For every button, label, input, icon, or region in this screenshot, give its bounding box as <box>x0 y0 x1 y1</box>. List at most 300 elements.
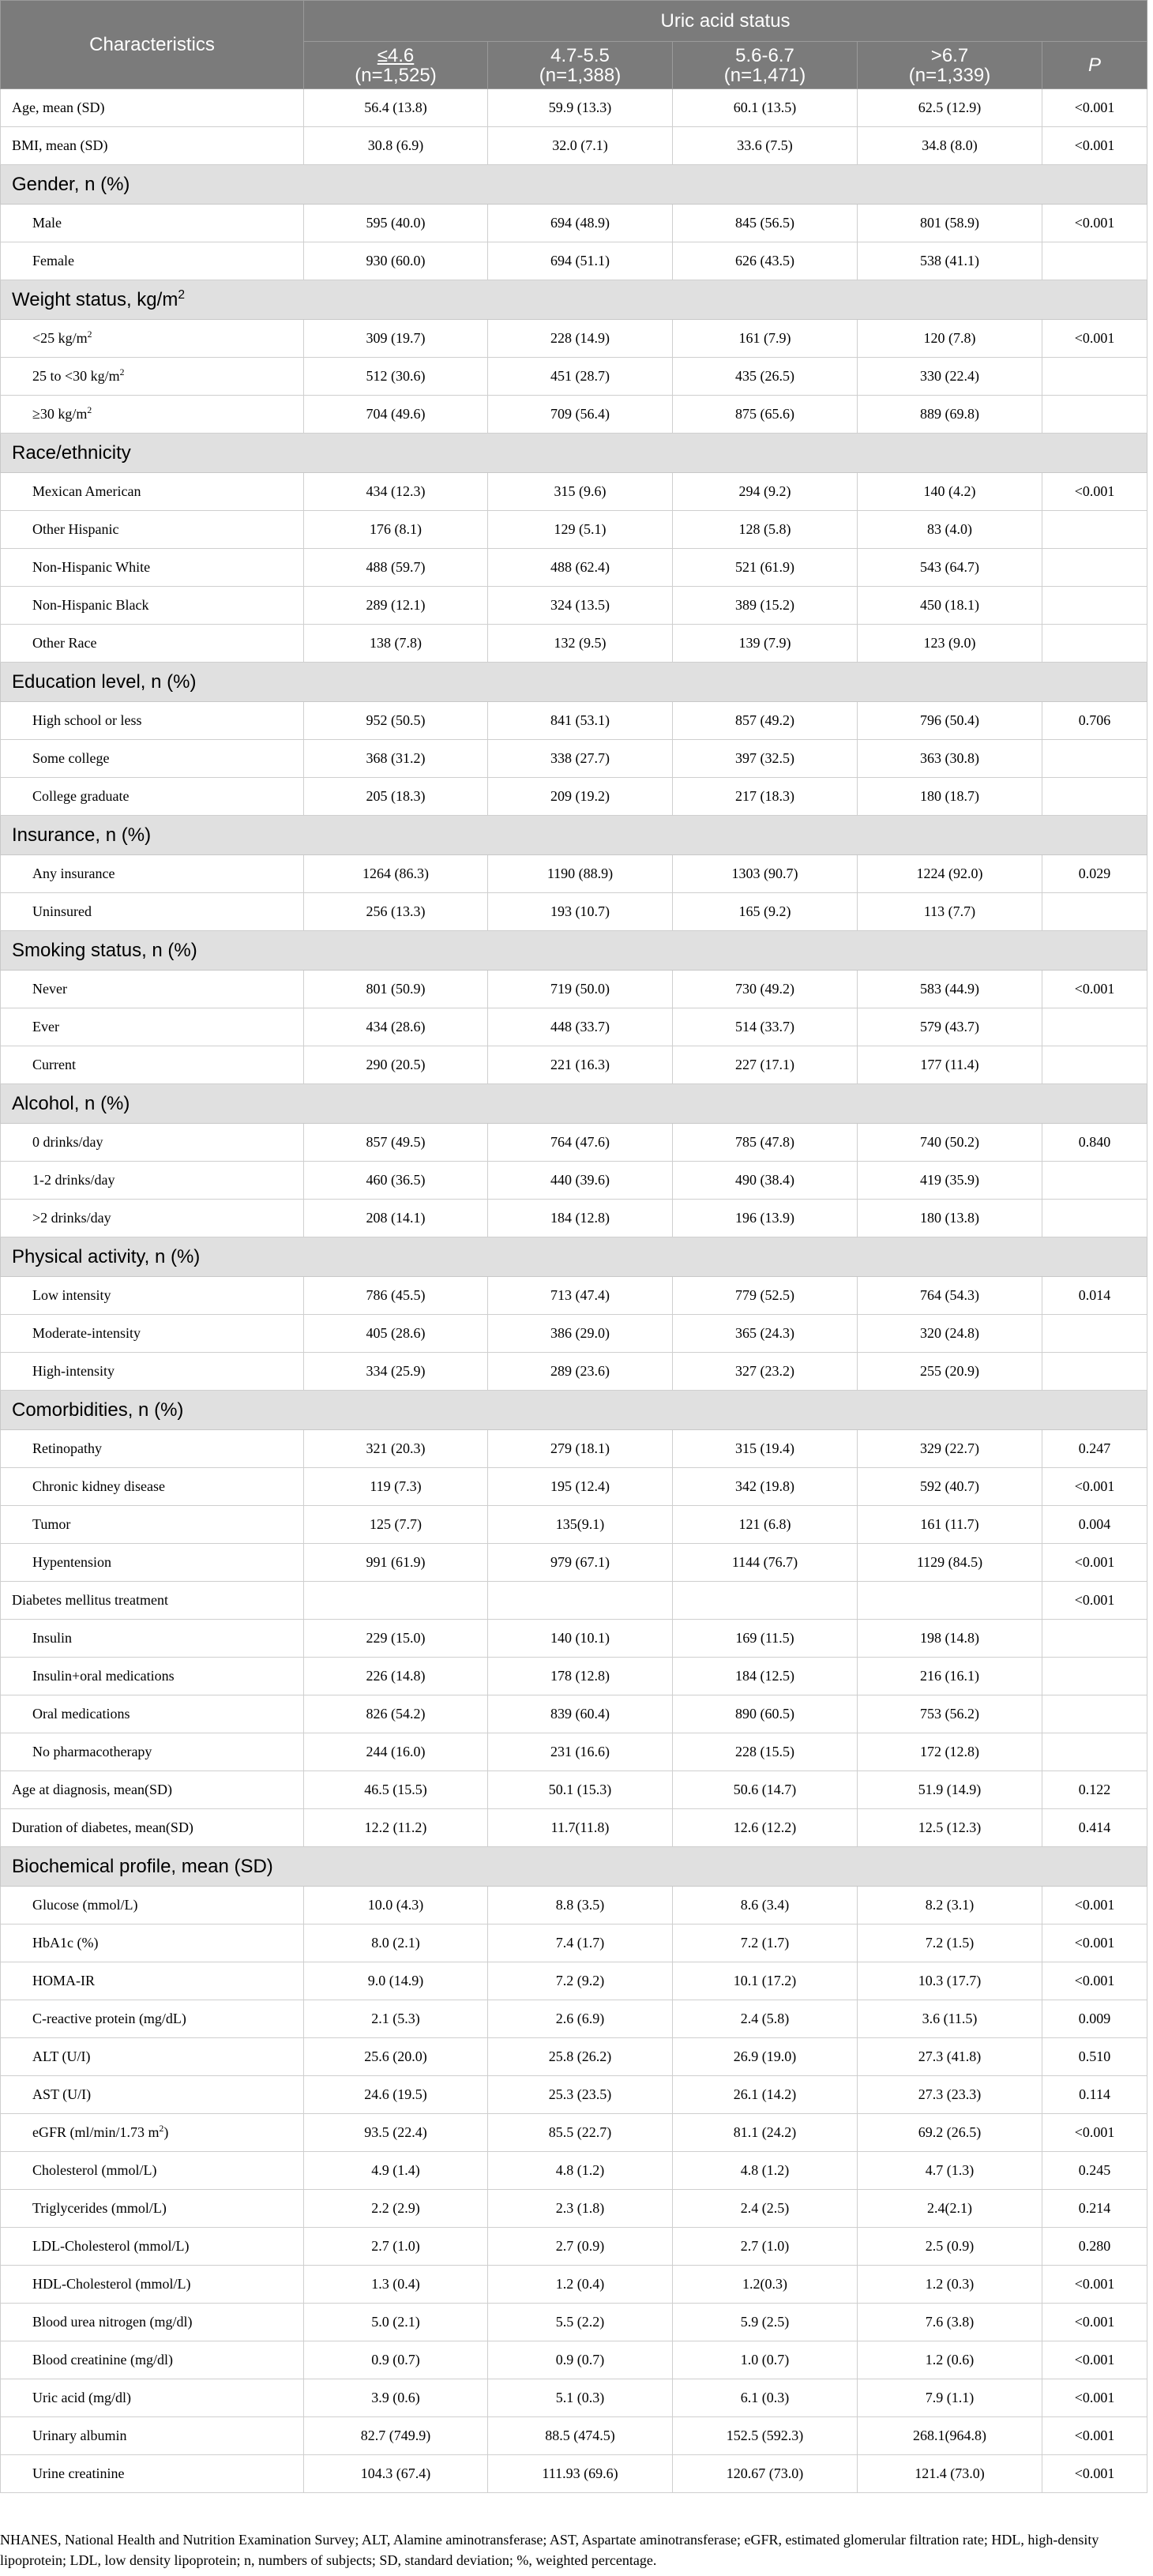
value-cell <box>673 1582 858 1620</box>
value-cell: 208 (14.1) <box>304 1200 488 1237</box>
row-label <box>1 473 304 511</box>
p-value-cell <box>1042 1353 1147 1391</box>
section-row <box>1 434 1147 473</box>
value-cell: 289 (23.6) <box>488 1353 673 1391</box>
row-label <box>1 2000 304 2038</box>
row-label-text: Female <box>32 253 74 268</box>
p-value-cell: 0.014 <box>1042 1277 1147 1315</box>
section-label-text: Education level, n (%) <box>12 670 197 693</box>
value-cell: 217 (18.3) <box>673 778 858 816</box>
value-cell: 1303 (90.7) <box>673 855 858 893</box>
value-cell: 11.7(11.8) <box>488 1809 673 1847</box>
value-cell: 8.8 (3.5) <box>488 1887 673 1924</box>
value-cell: 460 (36.5) <box>304 1162 488 1200</box>
table-row <box>1 549 1147 587</box>
value-cell: 1.2 (0.6) <box>858 2341 1042 2379</box>
value-cell: 875 (65.6) <box>673 396 858 434</box>
section-row <box>1 816 1147 855</box>
value-cell: 2.4 (5.8) <box>673 2000 858 2038</box>
section-label-text: Alcohol, n (%) <box>12 1092 130 1114</box>
value-cell: 930 (60.0) <box>304 242 488 280</box>
row-label <box>1 2228 304 2266</box>
row-label-text: College graduate <box>32 788 130 804</box>
p-value-cell: 0.510 <box>1042 2038 1147 2076</box>
table-row <box>1 2304 1147 2341</box>
p-value-cell: <0.001 <box>1042 1962 1147 2000</box>
value-cell: 60.1 (13.5) <box>673 89 858 127</box>
table-row <box>1 1771 1147 1809</box>
row-label <box>1 1924 304 1962</box>
value-cell: 857 (49.5) <box>304 1124 488 1162</box>
p-value-cell <box>1042 358 1147 396</box>
row-label <box>1 358 304 396</box>
table-body <box>1 89 1147 2493</box>
row-label <box>1 2266 304 2304</box>
section-label-text: Smoking status, n (%) <box>12 939 197 961</box>
table-row <box>1 1582 1147 1620</box>
value-cell: 32.0 (7.1) <box>488 127 673 165</box>
column-n: (n=1,471) <box>723 64 806 86</box>
row-label <box>1 1162 304 1200</box>
value-cell: 7.9 (1.1) <box>858 2379 1042 2417</box>
value-cell: 309 (19.7) <box>304 320 488 358</box>
row-label-text: Glucose (mmol/L) <box>32 1897 138 1913</box>
value-cell: 890 (60.5) <box>673 1695 858 1733</box>
value-cell: 389 (15.2) <box>673 587 858 625</box>
table-row <box>1 1809 1147 1847</box>
row-label-text: Tumor <box>32 1516 71 1532</box>
superscript: 2 <box>119 367 125 377</box>
p-value-cell <box>1042 511 1147 549</box>
table-row <box>1 1430 1147 1468</box>
table-row <box>1 2114 1147 2152</box>
section-label <box>1 1391 1147 1430</box>
value-cell: 543 (64.7) <box>858 549 1042 587</box>
value-cell: 12.5 (12.3) <box>858 1809 1042 1847</box>
p-value-cell: <0.001 <box>1042 2341 1147 2379</box>
characteristics-header: Characteristics <box>1 1 304 89</box>
table-row <box>1 396 1147 434</box>
p-value-cell: 0.029 <box>1042 855 1147 893</box>
value-cell: 321 (20.3) <box>304 1430 488 1468</box>
p-value-cell <box>1042 1658 1147 1695</box>
value-cell: 991 (61.9) <box>304 1544 488 1582</box>
value-cell: 0.9 (0.7) <box>488 2341 673 2379</box>
row-label-text: 1-2 drinks/day <box>32 1172 115 1188</box>
p-value-cell <box>1042 778 1147 816</box>
row-label-text: eGFR (ml/min/1.73 m <box>32 2124 160 2140</box>
column-n: (n=1,339) <box>908 64 991 86</box>
value-cell: 180 (13.8) <box>858 1200 1042 1237</box>
value-cell: 9.0 (14.9) <box>304 1962 488 2000</box>
table-row <box>1 1962 1147 2000</box>
p-value-cell: 0.280 <box>1042 2228 1147 2266</box>
value-cell: 1.3 (0.4) <box>304 2266 488 2304</box>
table-row <box>1 1544 1147 1582</box>
value-cell: 216 (16.1) <box>858 1658 1042 1695</box>
value-cell: 125 (7.7) <box>304 1506 488 1544</box>
value-cell: 7.2 (1.5) <box>858 1924 1042 1962</box>
value-cell: 69.2 (26.5) <box>858 2114 1042 2152</box>
value-cell: 25.8 (26.2) <box>488 2038 673 2076</box>
section-label <box>1 931 1147 971</box>
table-row <box>1 1506 1147 1544</box>
value-cell: 779 (52.5) <box>673 1277 858 1315</box>
value-cell: 450 (18.1) <box>858 587 1042 625</box>
value-cell: 2.4(2.1) <box>858 2190 1042 2228</box>
row-label <box>1 2190 304 2228</box>
table-row <box>1 1277 1147 1315</box>
p-value-cell <box>1042 1620 1147 1658</box>
section-label-text: Physical activity, n (%) <box>12 1245 201 1267</box>
section-row <box>1 1237 1147 1277</box>
p-value-cell: <0.001 <box>1042 1582 1147 1620</box>
value-cell: 3.9 (0.6) <box>304 2379 488 2417</box>
row-label <box>1 1962 304 2000</box>
row-label-text: Retinopathy <box>32 1440 102 1456</box>
value-cell: 419 (35.9) <box>858 1162 1042 1200</box>
superscript: 2 <box>87 329 92 340</box>
value-cell: 796 (50.4) <box>858 702 1042 740</box>
value-cell: 330 (22.4) <box>858 358 1042 396</box>
row-label-text: Age, mean (SD) <box>12 100 105 115</box>
value-cell: 140 (4.2) <box>858 473 1042 511</box>
value-cell: 172 (12.8) <box>858 1733 1042 1771</box>
section-label <box>1 280 1147 320</box>
row-label <box>1 855 304 893</box>
row-label-text: Blood creatinine (mg/dl) <box>32 2352 173 2368</box>
value-cell: 1224 (92.0) <box>858 855 1042 893</box>
value-cell: 34.8 (8.0) <box>858 127 1042 165</box>
value-cell: 30.8 (6.9) <box>304 127 488 165</box>
row-label <box>1 1809 304 1847</box>
value-cell: 3.6 (11.5) <box>858 2000 1042 2038</box>
row-label <box>1 2114 304 2152</box>
value-cell: 4.7 (1.3) <box>858 2152 1042 2190</box>
value-cell: 229 (15.0) <box>304 1620 488 1658</box>
row-label <box>1 89 304 127</box>
section-label-text: Race/ethnicity <box>12 441 131 464</box>
row-label <box>1 396 304 434</box>
value-cell: 626 (43.5) <box>673 242 858 280</box>
row-label <box>1 2417 304 2455</box>
section-label <box>1 1847 1147 1887</box>
row-label-text: Non-Hispanic White <box>32 559 151 575</box>
row-label <box>1 2341 304 2379</box>
section-label <box>1 663 1147 702</box>
value-cell: 195 (12.4) <box>488 1468 673 1506</box>
section-label <box>1 434 1147 473</box>
value-cell: 56.4 (13.8) <box>304 89 488 127</box>
value-cell: 434 (28.6) <box>304 1008 488 1046</box>
value-cell: 324 (13.5) <box>488 587 673 625</box>
value-cell: 121.4 (73.0) <box>858 2455 1042 2493</box>
value-cell: 342 (19.8) <box>673 1468 858 1506</box>
p-value-cell: 0.706 <box>1042 702 1147 740</box>
row-label <box>1 1658 304 1695</box>
row-label-text: Chronic kidney disease <box>32 1478 165 1494</box>
value-cell: 1.2 (0.3) <box>858 2266 1042 2304</box>
p-value-cell: <0.001 <box>1042 473 1147 511</box>
row-label <box>1 778 304 816</box>
section-row <box>1 165 1147 205</box>
value-cell: 93.5 (22.4) <box>304 2114 488 2152</box>
column-label: 4.7-5.5 <box>550 44 610 66</box>
p-value-cell <box>1042 1162 1147 1200</box>
column-header-4 <box>858 42 1042 89</box>
table-row <box>1 625 1147 663</box>
uric-acid-status-header: Uric acid status <box>304 1 1147 42</box>
section-row <box>1 1847 1147 1887</box>
value-cell: 1264 (86.3) <box>304 855 488 893</box>
value-cell: 1.2 (0.4) <box>488 2266 673 2304</box>
row-label-text: Insulin+oral medications <box>32 1668 175 1684</box>
p-value-cell <box>1042 587 1147 625</box>
p-value-cell: <0.001 <box>1042 2379 1147 2417</box>
value-cell: 764 (54.3) <box>858 1277 1042 1315</box>
p-value-cell: <0.001 <box>1042 2455 1147 2493</box>
row-label <box>1 1887 304 1924</box>
p-value-cell <box>1042 1315 1147 1353</box>
p-value-cell: <0.001 <box>1042 1468 1147 1506</box>
value-cell: 198 (14.8) <box>858 1620 1042 1658</box>
value-cell: 365 (24.3) <box>673 1315 858 1353</box>
value-cell: 51.9 (14.9) <box>858 1771 1042 1809</box>
row-label-text: LDL-Cholesterol (mmol/L) <box>32 2238 190 2254</box>
value-cell: 952 (50.5) <box>304 702 488 740</box>
table-row <box>1 473 1147 511</box>
p-value-cell: 0.114 <box>1042 2076 1147 2114</box>
section-label-text: Insurance, n (%) <box>12 824 152 846</box>
row-label-text: High-intensity <box>32 1363 115 1379</box>
value-cell: 538 (41.1) <box>858 242 1042 280</box>
row-label-text: ALT (U/I) <box>32 2048 91 2064</box>
value-cell: 694 (48.9) <box>488 205 673 242</box>
value-cell: 490 (38.4) <box>673 1162 858 1200</box>
value-cell: 138 (7.8) <box>304 625 488 663</box>
value-cell: 841 (53.1) <box>488 702 673 740</box>
value-cell: 119 (7.3) <box>304 1468 488 1506</box>
row-label-text: No pharmacotherapy <box>32 1744 152 1759</box>
p-value-cell: 0.414 <box>1042 1809 1147 1847</box>
value-cell: 128 (5.8) <box>673 511 858 549</box>
p-value-cell: 0.122 <box>1042 1771 1147 1809</box>
value-cell: 334 (25.9) <box>304 1353 488 1391</box>
value-cell: 1144 (76.7) <box>673 1544 858 1582</box>
value-cell: 12.6 (12.2) <box>673 1809 858 1847</box>
table-row <box>1 1046 1147 1084</box>
row-label-text: 25 to <30 kg/m <box>32 368 120 384</box>
table-row <box>1 1200 1147 1237</box>
p-value-cell: <0.001 <box>1042 127 1147 165</box>
value-cell: 178 (12.8) <box>488 1658 673 1695</box>
p-value-cell: 0.840 <box>1042 1124 1147 1162</box>
p-value-cell <box>1042 1733 1147 1771</box>
value-cell: 135(9.1) <box>488 1506 673 1544</box>
value-cell: 5.5 (2.2) <box>488 2304 673 2341</box>
value-cell: 85.5 (22.7) <box>488 2114 673 2152</box>
row-label <box>1 1353 304 1391</box>
table-row <box>1 971 1147 1008</box>
value-cell: 451 (28.7) <box>488 358 673 396</box>
table-row <box>1 1353 1147 1391</box>
value-cell: 161 (7.9) <box>673 320 858 358</box>
row-label <box>1 2038 304 2076</box>
p-value-cell <box>1042 1046 1147 1084</box>
value-cell: 209 (19.2) <box>488 778 673 816</box>
row-label <box>1 2455 304 2493</box>
value-cell: 123 (9.0) <box>858 625 1042 663</box>
row-label <box>1 2379 304 2417</box>
table-row <box>1 205 1147 242</box>
value-cell: 184 (12.8) <box>488 1200 673 1237</box>
table-row <box>1 511 1147 549</box>
value-cell: 221 (16.3) <box>488 1046 673 1084</box>
row-label <box>1 320 304 358</box>
p-value-cell <box>1042 1008 1147 1046</box>
row-label-text: >2 drinks/day <box>32 1210 111 1226</box>
value-cell: 845 (56.5) <box>673 205 858 242</box>
value-cell: 405 (28.6) <box>304 1315 488 1353</box>
row-label-text: Current <box>32 1057 76 1072</box>
value-cell: 25.3 (23.5) <box>488 2076 673 2114</box>
table-row <box>1 740 1147 778</box>
value-cell: 786 (45.5) <box>304 1277 488 1315</box>
value-cell: 327 (23.2) <box>673 1353 858 1391</box>
p-value-cell: <0.001 <box>1042 89 1147 127</box>
section-label <box>1 165 1147 205</box>
section-label-text: Weight status, kg/m <box>12 288 178 310</box>
row-label <box>1 971 304 1008</box>
value-cell: 7.6 (3.8) <box>858 2304 1042 2341</box>
p-value-cell: <0.001 <box>1042 205 1147 242</box>
row-label <box>1 511 304 549</box>
row-label-text: 0 drinks/day <box>32 1134 103 1150</box>
value-cell: 83 (4.0) <box>858 511 1042 549</box>
section-row <box>1 1391 1147 1430</box>
value-cell: 397 (32.5) <box>673 740 858 778</box>
value-cell: 26.1 (14.2) <box>673 2076 858 2114</box>
column-label: >6.7 <box>930 44 969 66</box>
table-row <box>1 358 1147 396</box>
value-cell: 161 (11.7) <box>858 1506 1042 1544</box>
value-cell: 33.6 (7.5) <box>673 127 858 165</box>
p-value-cell: <0.001 <box>1042 2266 1147 2304</box>
p-value-cell: <0.001 <box>1042 1924 1147 1962</box>
value-cell: 2.4 (2.5) <box>673 2190 858 2228</box>
value-cell: 255 (20.9) <box>858 1353 1042 1391</box>
row-label <box>1 242 304 280</box>
value-cell: 434 (12.3) <box>304 473 488 511</box>
value-cell: 753 (56.2) <box>858 1695 1042 1733</box>
value-cell: 801 (58.9) <box>858 205 1042 242</box>
row-label <box>1 1315 304 1353</box>
row-label-text: Insulin <box>32 1630 73 1646</box>
value-cell: 193 (10.7) <box>488 893 673 931</box>
row-label-text: Other Race <box>32 635 97 651</box>
value-cell: 50.6 (14.7) <box>673 1771 858 1809</box>
row-label-text: Diabetes mellitus treatment <box>12 1592 168 1608</box>
column-n: (n=1,388) <box>539 64 622 86</box>
value-cell: 289 (12.1) <box>304 587 488 625</box>
value-cell: 24.6 (19.5) <box>304 2076 488 2114</box>
row-label <box>1 893 304 931</box>
row-label-text: Hypentension <box>32 1554 111 1570</box>
column-label: ≤4.6 <box>377 44 415 66</box>
table-row <box>1 1124 1147 1162</box>
row-label-text: C-reactive protein (mg/dL) <box>32 2011 186 2026</box>
value-cell: 579 (43.7) <box>858 1008 1042 1046</box>
value-cell: 129 (5.1) <box>488 511 673 549</box>
value-cell: 368 (31.2) <box>304 740 488 778</box>
value-cell: 713 (47.4) <box>488 1277 673 1315</box>
value-cell: 801 (50.9) <box>304 971 488 1008</box>
value-cell: 228 (14.9) <box>488 320 673 358</box>
value-cell: 592 (40.7) <box>858 1468 1042 1506</box>
value-cell: 448 (33.7) <box>488 1008 673 1046</box>
column-label: 5.6-6.7 <box>735 44 794 66</box>
value-cell: 8.2 (3.1) <box>858 1887 1042 1924</box>
value-cell: 121 (6.8) <box>673 1506 858 1544</box>
p-value-cell: <0.001 <box>1042 971 1147 1008</box>
table-row <box>1 127 1147 165</box>
value-cell: 10.0 (4.3) <box>304 1887 488 1924</box>
value-cell: 27.3 (23.3) <box>858 2076 1042 2114</box>
p-value-cell: <0.001 <box>1042 2114 1147 2152</box>
table-row <box>1 1924 1147 1962</box>
row-label <box>1 205 304 242</box>
value-cell: 228 (15.5) <box>673 1733 858 1771</box>
p-value-cell: 0.009 <box>1042 2000 1147 2038</box>
row-label-text: Urinary albumin <box>32 2428 127 2443</box>
value-cell: 50.1 (15.3) <box>488 1771 673 1809</box>
table-row <box>1 320 1147 358</box>
value-cell: 386 (29.0) <box>488 1315 673 1353</box>
value-cell: 435 (26.5) <box>673 358 858 396</box>
table-row <box>1 2152 1147 2190</box>
row-label <box>1 1468 304 1506</box>
row-label <box>1 1506 304 1544</box>
table-row <box>1 2038 1147 2076</box>
row-label <box>1 1544 304 1582</box>
value-cell: 315 (19.4) <box>673 1430 858 1468</box>
row-label-text: Some college <box>32 750 110 766</box>
row-label-text: BMI, mean (SD) <box>12 137 108 153</box>
row-label <box>1 549 304 587</box>
row-label <box>1 587 304 625</box>
row-label-text: Uric acid (mg/dl) <box>32 2390 131 2405</box>
value-cell: 0.9 (0.7) <box>304 2341 488 2379</box>
table-row <box>1 1008 1147 1046</box>
value-cell: 2.3 (1.8) <box>488 2190 673 2228</box>
row-label-text: Age at diagnosis, mean(SD) <box>12 1782 172 1797</box>
value-cell: 1190 (88.9) <box>488 855 673 893</box>
row-label-text: HbA1c (%) <box>32 1935 99 1951</box>
value-cell: 488 (59.7) <box>304 549 488 587</box>
row-label <box>1 1582 304 1620</box>
row-label-tail: ) <box>163 2124 169 2140</box>
row-label <box>1 1277 304 1315</box>
value-cell: 27.3 (41.8) <box>858 2038 1042 2076</box>
row-label-text: Oral medications <box>32 1706 130 1722</box>
row-label <box>1 1008 304 1046</box>
value-cell: 583 (44.9) <box>858 971 1042 1008</box>
section-label-text: Comorbidities, n (%) <box>12 1399 184 1421</box>
value-cell: 226 (14.8) <box>304 1658 488 1695</box>
table-row <box>1 778 1147 816</box>
value-cell: 2.5 (0.9) <box>858 2228 1042 2266</box>
p-value-cell: 0.247 <box>1042 1430 1147 1468</box>
